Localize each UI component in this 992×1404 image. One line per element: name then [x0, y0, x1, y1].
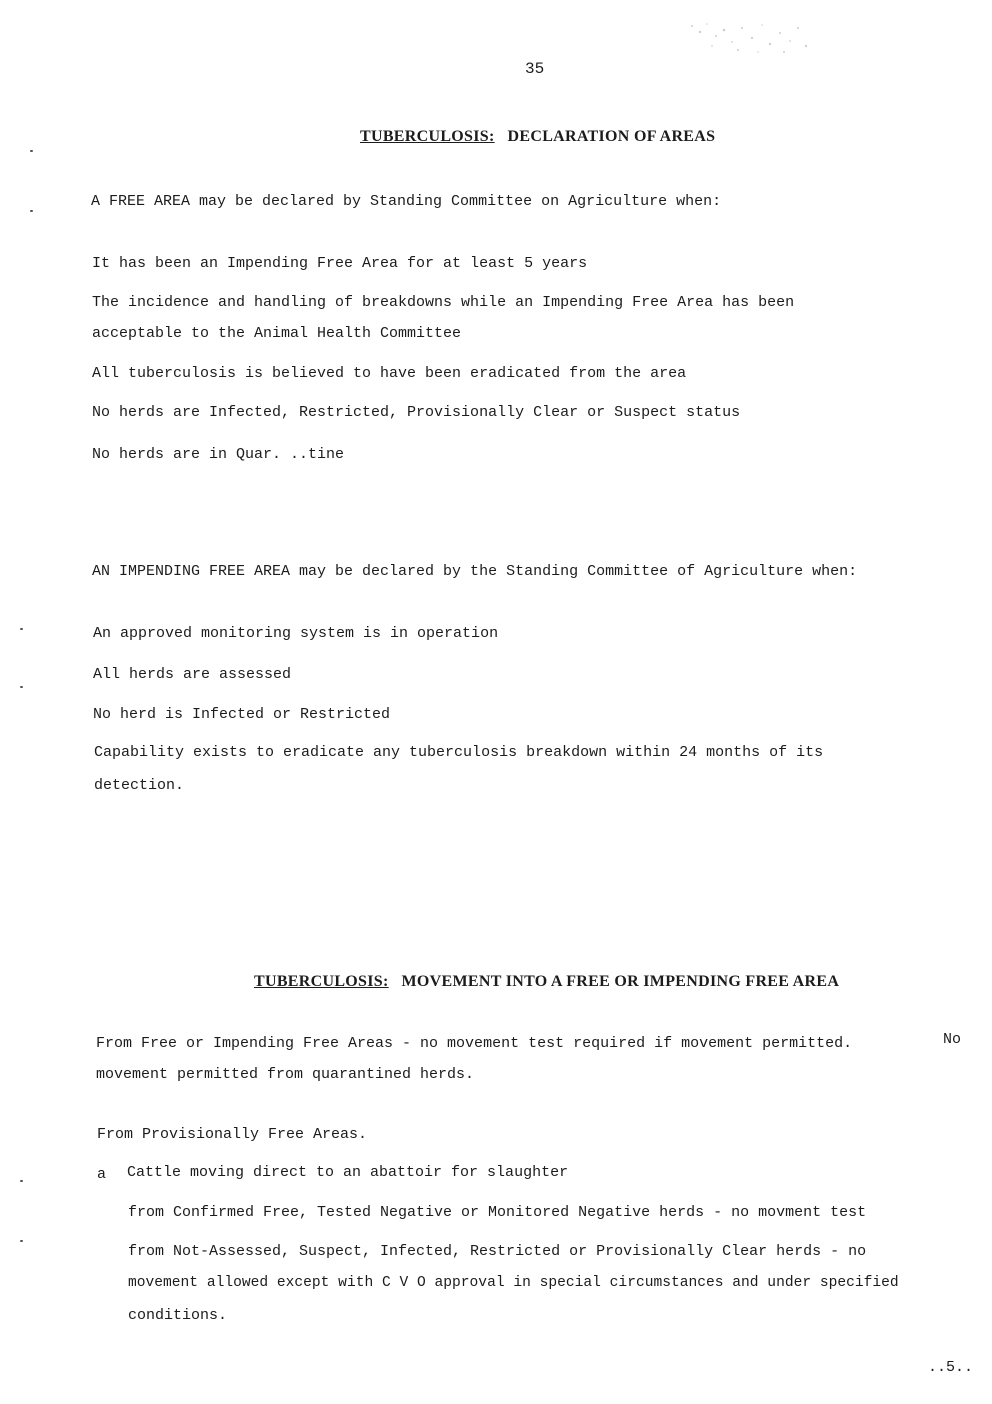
impending-area-item: All herds are assessed: [93, 666, 292, 683]
margin-speck: [30, 150, 33, 152]
section-heading-movement: [254, 973, 839, 991]
impending-area-item-continuation: detection.: [94, 777, 185, 794]
margin-speck: [20, 1240, 23, 1242]
margin-speck: [30, 210, 33, 212]
sub-item-not-assessed-line-2: movement allowed except with C V O approval in special circumstances and under specified: [128, 1275, 899, 1291]
free-area-item: The incidence and handling of breakdowns while an Impending Free Area has been: [92, 294, 795, 311]
impending-area-intro: AN IMPENDING FREE AREA may be declared by the Standing Committee of Agriculture when:: [92, 563, 858, 580]
page-number: 35: [525, 60, 545, 78]
margin-speck: [20, 628, 23, 630]
sub-item-confirmed-free: from Confirmed Free, Tested Negative or Monitored Negative herds - no movment test: [128, 1204, 867, 1221]
footer-continuation: ..5..: [928, 1359, 974, 1376]
section-heading-declaration: [360, 128, 715, 146]
item-a-marker: a: [97, 1166, 107, 1183]
free-area-intro: A FREE AREA may be declared by Standing Committee on Agriculture when:: [91, 193, 722, 210]
heading-underlined-part: TUBERCULOSIS:: [254, 973, 389, 990]
item-a-text: Cattle moving direct to an abattoir for slaughter: [127, 1164, 569, 1181]
sub-item-not-assessed-line-3: conditions.: [128, 1307, 228, 1324]
free-area-item: All tuberculosis is believed to have been eradicated from the area: [92, 365, 687, 382]
movement-para-1-no: No: [943, 1031, 962, 1048]
free-area-item: It has been an Impending Free Area for at least 5 years: [92, 255, 588, 272]
heading-rest: DECLARATION OF AREAS: [507, 128, 716, 145]
heading-underlined-part: TUBERCULOSIS:: [360, 128, 495, 145]
margin-speck: [20, 686, 23, 688]
movement-para-1-line-1: From Free or Impending Free Areas - no movement test required if movement permitted.: [96, 1035, 853, 1052]
scan-smudge: [672, 16, 822, 60]
movement-para-1-line-2: movement permitted from quarantined herds.: [96, 1066, 475, 1083]
free-area-item-continuation: acceptable to the Animal Health Committee: [92, 325, 462, 342]
free-area-item: No herds are in Quar. ..tine: [92, 446, 345, 463]
impending-area-item: No herd is Infected or Restricted: [93, 706, 391, 723]
sub-item-not-assessed-line-1: from Not-Assessed, Suspect, Infected, Restricted or Provisionally Clear herds - no: [128, 1243, 867, 1260]
heading-rest: MOVEMENT INTO A FREE OR IMPENDING FREE AREA: [401, 973, 840, 990]
movement-para-2: From Provisionally Free Areas.: [97, 1126, 368, 1143]
margin-speck: [20, 1180, 23, 1182]
impending-area-item: An approved monitoring system is in operation: [93, 625, 499, 642]
free-area-item: No herds are Infected, Restricted, Provisionally Clear or Suspect status: [92, 404, 741, 421]
impending-area-item: Capability exists to eradicate any tuberculosis breakdown within 24 months of its: [94, 744, 824, 761]
